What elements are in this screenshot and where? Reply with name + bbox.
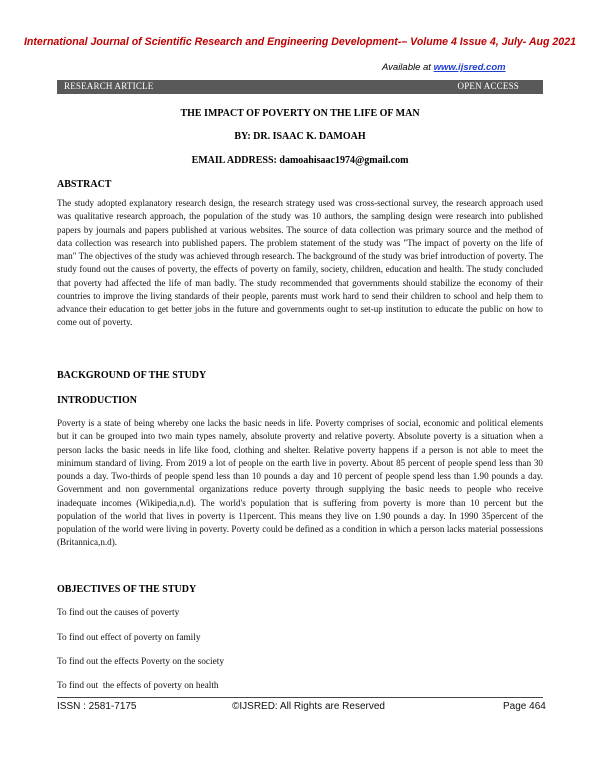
article-type-label: RESEARCH ARTICLE	[64, 81, 154, 91]
article-banner	[57, 80, 543, 94]
objective-item: To find out the causes of poverty	[57, 608, 180, 618]
paper-title: THE IMPACT OF POVERTY ON THE LIFE OF MAN	[180, 108, 420, 119]
journal-website-link[interactable]: www.ijsred.com	[433, 62, 506, 73]
footer-copyright: ©IJSRED: All Rights are Reserved	[232, 701, 385, 712]
footer-issn: ISSN : 2581-7175	[57, 701, 137, 712]
access-type-label: OPEN ACCESS	[457, 81, 519, 91]
objective-item: To find out the effects Poverty on the society	[57, 657, 224, 667]
availability-line	[382, 62, 506, 73]
available-label: Available at	[382, 62, 434, 73]
author-email: EMAIL ADDRESS: damoahisaac1974@gmail.com	[191, 155, 409, 166]
abstract-text: The study adopted explanatory research design, the research strategy used was cross-sectional survey, the research approach used was qualitative research approach, the population of the study was 10 authors, the sampling design were research into published papers by journals and papers published at various websites. The source of data collection was primary source and the method of data collection was research into published papers. The problem statement of the study was "The impact of poverty on the life of man" The objectives of the study was achieved through research. The background of the study was brief introduction of poverty. The study found out the causes of poverty, the effects of poverty on family, society, children, education and health. The study concluded that poverty had affected the life of man badly. The study recommended that governments should stabilize the economy of their countries to improve the living standards of their people, parents must work hard to send their children to school and help them to advance their education to get better jobs in the future and governments ought to set-up institution to educate the public on how to come out of poverty.	[57, 198, 543, 328]
introduction-text: Poverty is a state of being whereby one lacks the basic needs in life. Poverty comprises of social, economic and political elements but it can be grouped into two main types namely, absolute proverty and relative poverty. Absolute poverty is a situation when a person lacks the basic needs in life like food, clothing and shelter. Relative poverty happens if a person is not able to meet the minimum standard of living. From 2019 a lot of people on the earth live in poverty. About 85 percent of people spend less than 30 pounds a day. Two-thirds of people spend less than 10 pounds a day and 10 percent of people spend less than 1.90 pounds a day. Government and non governmental organizations reduce poverty through supplying the basic needs to people who receive inadequate incomes (Wikipedia,n.d). The world's population that is suffering from poverty is more than 10 percent but the population of the world that lives in poverty is 11percent. This means they live on 1.90 pounds a day. In 1990 35percent of the population of the world were living in poverty. Poverty could be defined as a condition in which a person lacks material possessions (Britannica,n.d).	[57, 418, 543, 548]
footer-page-number: Page 464	[503, 701, 546, 712]
background-heading: BACKGROUND OF THE STUDY	[57, 370, 207, 381]
abstract-heading: ABSTRACT	[57, 179, 112, 190]
objective-item: To find out the effects of poverty on health	[57, 681, 219, 691]
objectives-heading: OBJECTIVES OF THE STUDY	[57, 584, 197, 595]
introduction-heading: INTRODUCTION	[57, 395, 138, 406]
objective-item: To find out effect of poverty on family	[57, 633, 201, 643]
journal-header: International Journal of Scientific Research and Engineering Development-– Volume 4 Issue 4, July- Aug 2021	[23, 36, 576, 48]
author-byline: BY: DR. ISAAC K. DAMOAH	[234, 131, 366, 142]
footer-divider	[57, 697, 543, 698]
